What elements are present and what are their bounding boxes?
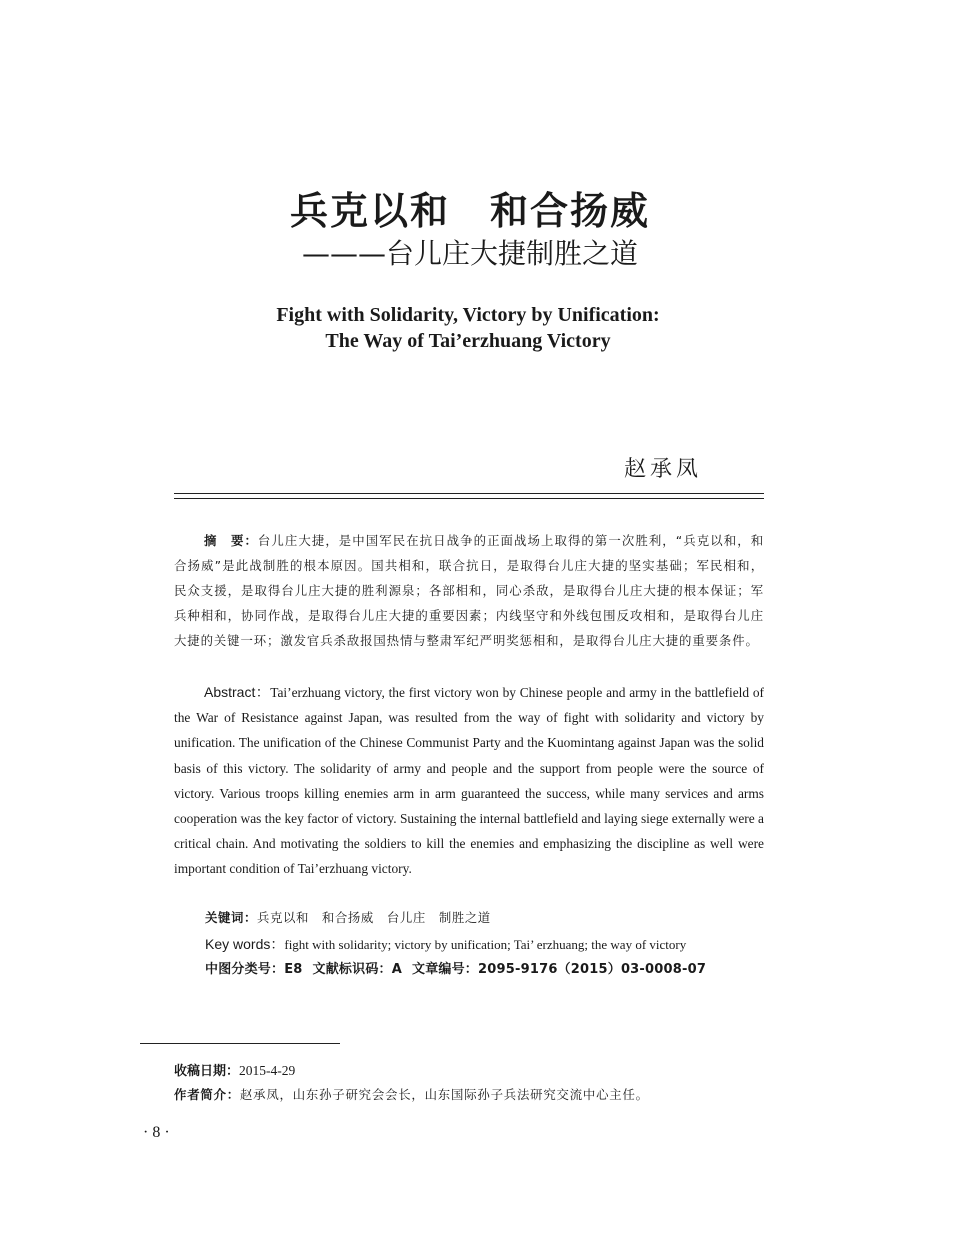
abstract-zh-text: 台儿庄大捷，是中国军民在抗日战争的正面战场上取得的第一次胜利，“兵克以和，和合扬威”是此战制胜的根本原因。国共相和，联合抗日，是取得台儿庄大捷的坚实基础；军民相和，民众支援，是取得台儿庄大捷的胜利源泉；各部相和，同心杀敌，是取得台儿庄大捷的根本保证；军兵种相和，协同作战，是取得台儿庄大捷的重要因素；内线坚守和外线包围反攻相和，是取得台儿庄大捷的关键一环；激发官兵杀敌报国热情与整肃军纪严明奖惩相和，是取得台儿庄大捷的重要条件。 (174, 533, 764, 648)
author-name: 赵承凤 (623, 457, 702, 482)
keywords-zh (205, 908, 491, 926)
abstract-zh-label: 摘 要： (204, 533, 258, 548)
abstract-en-label: Abstract： (204, 684, 271, 700)
clc-number: 中图分类号：E8 (205, 962, 303, 977)
page-number: · 8 · (143, 1124, 170, 1141)
author-bio (174, 1085, 649, 1103)
article-title-zh: 兵克以和 和合扬威 (289, 188, 650, 233)
article-subtitle-zh: ———台儿庄大捷制胜之道 (301, 237, 638, 270)
keywords-en-label: Key words： (205, 936, 285, 952)
article-number: 文章编号：2095-9176（2015）03-0008-07 (412, 962, 707, 977)
document-code: 文献标识码：A (312, 962, 402, 977)
abstract-en (174, 680, 764, 882)
received-date-value: 2015-4-29 (239, 1063, 296, 1078)
title-en-line-2: The Way of Tai’erzhuang Victory (325, 330, 611, 352)
abstract-en-text: Tai’erzhuang victory, the first victory won by Chinese people and army in the battlefield of the War of Resistance against Japan, was resulted from the way of fight with solidarity and victory by unification. The unification of the Chinese Communist Party and the Kuomintang against Japan was the solid basis of this victory. The solidarity of army and people and the support from people were the source of victory. Various troops killing enemies arm in arm guaranteed the success, while many services and arms cooperation was the key factor of victory. Sustaining the internal battlefield and laying siege externally were a critical chain. And motivating the soldiers to kill the enemies and emphasizing the discipline as well were important condition of Tai’erzhuang victory. (174, 685, 764, 877)
keywords-en-text: fight with solidarity; victory by unification; Tai’ erzhuang; the way of victory (284, 937, 687, 952)
keywords-zh-text: 兵克以和 和合扬威 台儿庄 制胜之道 (256, 910, 491, 925)
keywords-zh-label: 关键词： (205, 910, 257, 925)
author-bio-text: 赵承凤，山东孙子研究会会长，山东国际孙子兵法研究交流中心主任。 (239, 1087, 649, 1102)
received-date (174, 1060, 295, 1079)
title-en-line-1: Fight with Solidarity, Victory by Unification: (276, 304, 660, 326)
double-divider (174, 493, 764, 499)
footnote-divider (140, 1043, 340, 1044)
article-title-en (0, 302, 936, 354)
keywords-en (205, 934, 686, 954)
author-bio-label: 作者简介： (174, 1087, 240, 1102)
classification-line (205, 958, 716, 977)
abstract-zh (174, 528, 764, 653)
received-date-label: 收稿日期： (174, 1064, 240, 1079)
